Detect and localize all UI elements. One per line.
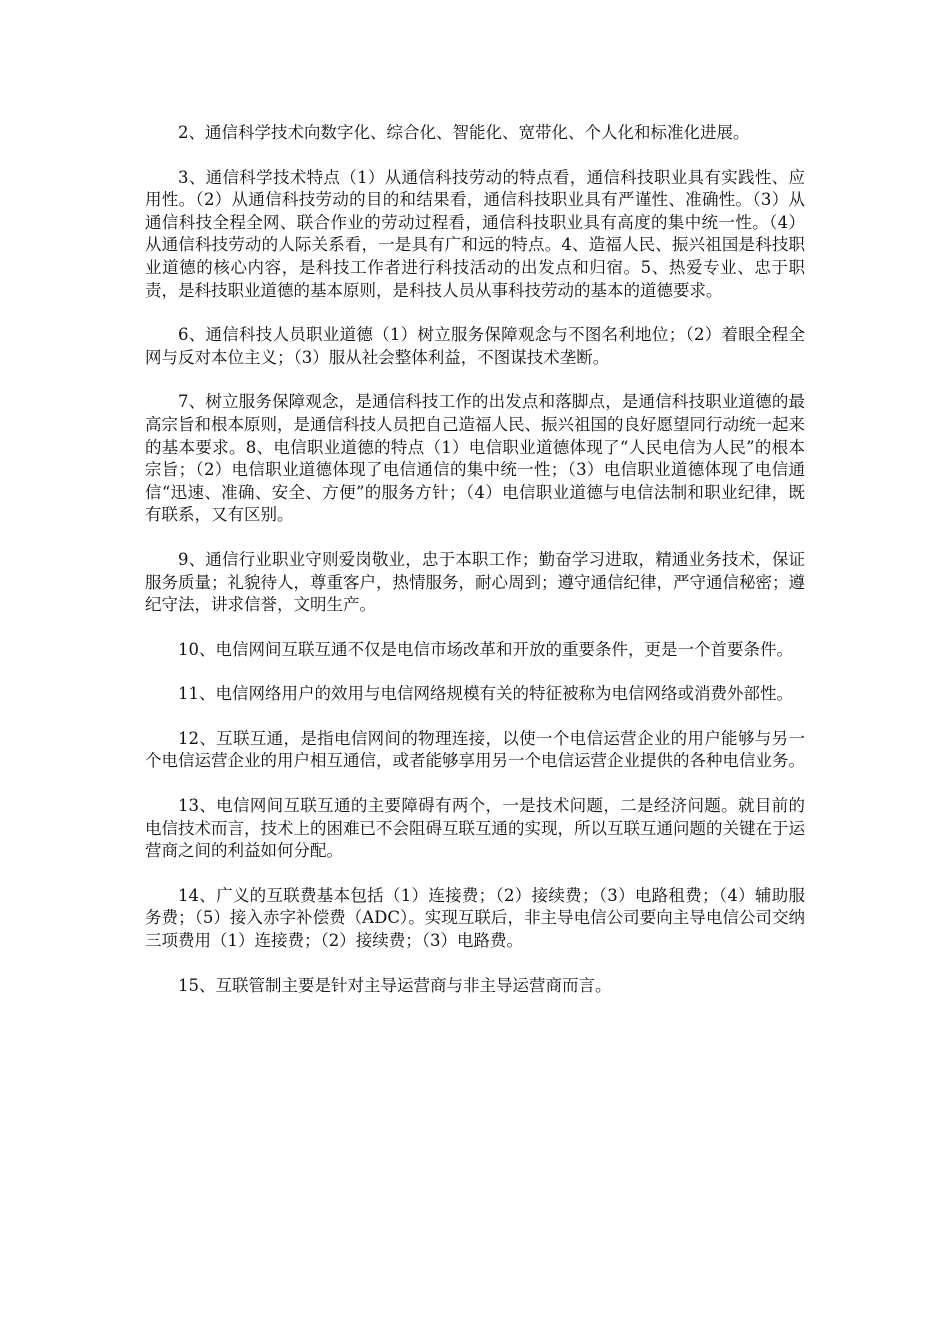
paragraph-12: 12、互联互通，是指电信网间的物理连接，以使一个电信运营企业的用户能够与另一个电信运营企业的用户相互通信，或者能够享用另一个电信运营企业提供的各种电信业务。 (145, 728, 805, 771)
paragraph-6: 6、通信科技人员职业道德（1）树立服务保障观念与不图名利地位；（2）着眼全程全网与反对本位主义；（3）服从社会整体利益，不图谋技术垄断。 (145, 325, 805, 367)
paragraph-9: 9、通信行业职业守则爱岗敬业，忠于本职工作；勤奋学习进取，精通业务技术，保证服务质量；礼貌待人，尊重客户，热情服务，耐心周到；遵守通信纪律，严守通信秘密；遵纪守法，讲求信誉，文明生产。 (145, 549, 805, 615)
paragraph-3: 3、通信科学技术特点（1）从通信科技劳动的特点看，通信科技职业具有实践性、应用性。（2）从通信科技劳动的目的和结果看，通信科技职业具有严谨性、准确性。（3）从通信科技全程全网、联合作业的劳动过程看，通信科技职业具有高度的集中统一性。（4）从通信科技劳动的人际关系看，一是具有广和远的特点。4、造福人民、振兴祖国是科技职业道德的核心内容，是科技工作者进行科技活动的出发点和归宿。5、热爱专业、忠于职责，是科技职业道德的基本原则，是科技人员从事科技劳动的基本的道德要求。 (145, 167, 805, 300)
paragraph-10: 10、电信网间互联互通不仅是电信市场改革和开放的重要条件，更是一个首要条件。 (178, 639, 793, 659)
paragraph-15: 15、互联管制主要是针对主导运营商与非主导运营商而言。 (178, 975, 612, 995)
paragraph-7: 7、树立服务保障观念，是通信科技工作的出发点和落脚点，是通信科技职业道德的最高宗旨和根本原则，是通信科技人员把自己造福人民、振兴祖国的良好愿望同行动统一起来的基本要求。8、电信职业道德的特点（1）电信职业道德体现了“人民电信为人民”的根本宗旨；（2）电信职业道德体现了电信通信的集中统一性；（3）电信职业道德体现了电信通信“迅速、准确、安全、方便”的服务方针；（4）电信职业道德与电信法制和职业纪律，既有联系，又有区别。 (145, 392, 805, 525)
paragraph-2: 2、通信科学技术向数字化、综合化、智能化、宽带化、个人化和标准化进展。 (178, 123, 750, 142)
paragraph-13: 13、电信网间互联互通的主要障碍有两个，一是技术问题，二是经济问题。就目前的电信技术而言，技术上的困难已不会阻碍互联互通的实现，所以互联互通问题的关键在于运营商之间的利益如何分配。 (145, 796, 805, 861)
document-body (145, 122, 805, 1019)
paragraph-11: 11、电信网络用户的效用与电信网络规模有关的特征被称为电信网络或消费外部性。 (178, 684, 793, 704)
paragraph-14: 14、广义的互联费基本包括（1）连接费；（2）接续费；（3）电路租费；（4）辅助服务费；（5）接入赤字补偿费（ADC）。实现互联后，非主导电信公司要向主导电信公司交纳三项费用（1）连接费；（2）接续费；（3）电路费。 (145, 885, 805, 951)
